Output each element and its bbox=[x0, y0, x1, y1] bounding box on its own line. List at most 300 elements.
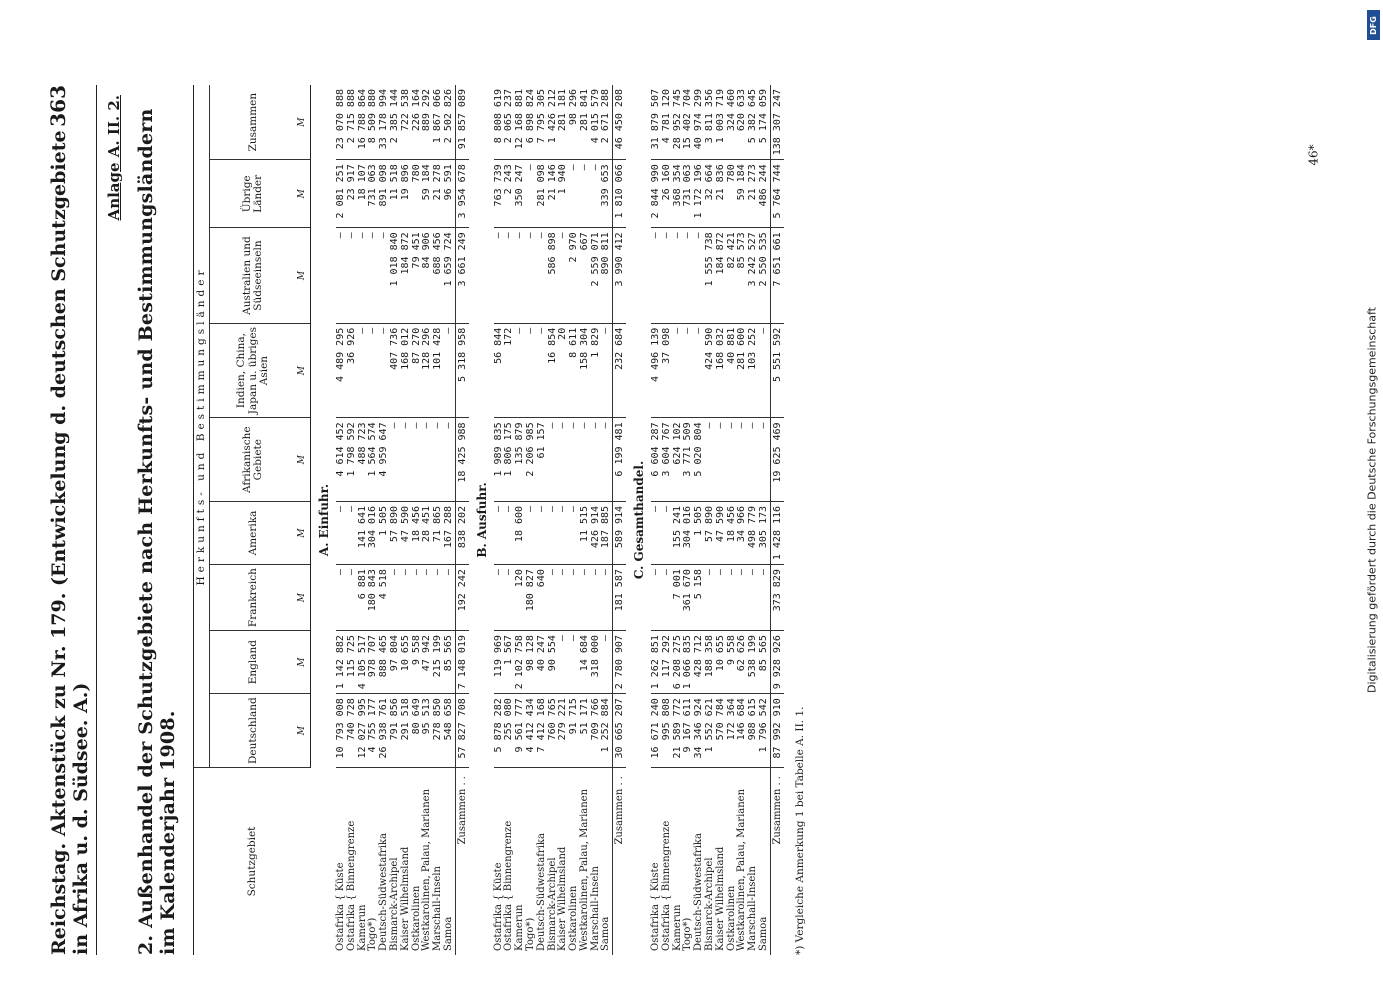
total-cell: 30 665 207 bbox=[613, 694, 626, 768]
table-cell: 570 784 bbox=[716, 694, 727, 768]
table-cell: — bbox=[727, 418, 738, 502]
table-cell: 731 063 bbox=[683, 160, 694, 228]
colony-name: Samoa bbox=[758, 916, 769, 951]
table-cell: — bbox=[444, 565, 455, 631]
running-head bbox=[46, 85, 97, 955]
table-cell: 119 969 bbox=[494, 631, 505, 694]
table-cell: 14 684 bbox=[580, 631, 591, 694]
table-cell: — bbox=[548, 501, 559, 564]
table-cell: 184 872 bbox=[401, 228, 412, 323]
table-cell: — bbox=[591, 418, 602, 502]
colony-name: Ostafrika { Binnengrenze bbox=[660, 820, 672, 951]
table-cell: — bbox=[558, 631, 569, 694]
table-cell: 279 221 bbox=[558, 694, 569, 768]
table-cell: — bbox=[504, 565, 515, 631]
table-cell: 709 766 bbox=[591, 694, 602, 768]
table-cell: 6 898 824 bbox=[526, 85, 537, 160]
table-cell: 172 364 bbox=[727, 694, 738, 768]
colony-name: Westkarolinen, Palau, Marianen bbox=[736, 788, 748, 951]
table-cell: 624 102 bbox=[673, 418, 684, 502]
rotated-page bbox=[40, 75, 1160, 965]
table-cell: — bbox=[504, 228, 515, 323]
table-cell: 95 513 bbox=[422, 694, 433, 768]
table-cell: — bbox=[737, 565, 748, 631]
table-cell: 5 158 bbox=[694, 565, 705, 631]
table-cell: — bbox=[515, 323, 526, 418]
table-cell: 763 739 bbox=[494, 160, 505, 228]
table-cell: 9 167 611 bbox=[683, 694, 694, 768]
table-cell: 4 496 139 bbox=[651, 323, 662, 418]
table-cell: 97 804 bbox=[390, 631, 401, 694]
column-header: Amerika bbox=[210, 501, 297, 564]
table-cell: 988 615 bbox=[748, 694, 759, 768]
table-cell: 135 879 bbox=[515, 418, 526, 502]
table-cell: 128 296 bbox=[422, 323, 433, 418]
table-cell: 1 066 835 bbox=[683, 631, 694, 694]
total-cell: 5 764 744 bbox=[770, 160, 783, 228]
table-cell: 21 836 bbox=[716, 160, 727, 228]
table-cell: 57 890 bbox=[390, 501, 401, 564]
table-cell: 47 590 bbox=[401, 501, 412, 564]
table-cell: 498 779 bbox=[748, 501, 759, 564]
table-cell: 115 725 bbox=[347, 631, 358, 694]
table-cell: 215 199 bbox=[433, 631, 444, 694]
table-cell: — bbox=[569, 565, 580, 631]
table-cell: 59 184 bbox=[737, 160, 748, 228]
table-cell: — bbox=[390, 418, 401, 502]
table-cell: 28 451 bbox=[422, 501, 433, 564]
colony-name: Samoa bbox=[442, 916, 454, 951]
table-cell: 3 242 527 bbox=[748, 228, 759, 323]
table-cell: — bbox=[526, 228, 537, 323]
colony-name: Deutsch-Südwestafrika bbox=[535, 833, 547, 951]
table-cell: 21 278 bbox=[433, 160, 444, 228]
table-cell: 3 771 509 bbox=[683, 418, 694, 502]
table-cell: 428 712 bbox=[694, 631, 705, 694]
table-cell: — bbox=[591, 565, 602, 631]
table-cell: 281 841 bbox=[580, 85, 591, 160]
table-cell: — bbox=[444, 323, 455, 418]
total-cell: 7 651 661 bbox=[770, 228, 783, 323]
table-cell: 18 600 bbox=[515, 501, 526, 564]
table-cell: — bbox=[651, 501, 662, 564]
table-cell: 1 003 719 bbox=[716, 85, 727, 160]
table-cell: — bbox=[748, 418, 759, 502]
table-cell: — bbox=[379, 228, 390, 323]
table-cell: 255 080 bbox=[504, 694, 515, 768]
table-cell: 324 460 bbox=[727, 85, 738, 160]
table-row bbox=[662, 85, 673, 955]
section-header-row bbox=[311, 85, 336, 955]
table-cell: 2 502 826 bbox=[444, 85, 455, 160]
table-cell: — bbox=[601, 631, 612, 694]
table-cell: 146 684 bbox=[737, 694, 748, 768]
table-cell: — bbox=[601, 323, 612, 418]
table-cell: 103 252 bbox=[748, 323, 759, 418]
total-cell: 232 684 bbox=[613, 323, 626, 418]
column-header: Indien, China, Japan u. übriges Asien bbox=[210, 323, 297, 418]
table-cell: 187 885 bbox=[601, 501, 612, 564]
table-cell: 85 565 bbox=[444, 631, 455, 694]
table-cell: — bbox=[537, 501, 548, 564]
section-label: B. Ausfuhr. bbox=[474, 482, 489, 558]
table-cell: 34 346 924 bbox=[694, 694, 705, 768]
table-cell: 26 938 761 bbox=[379, 694, 390, 768]
total-row bbox=[613, 85, 626, 955]
table-cell: 172 bbox=[504, 323, 515, 418]
total-label: Zusammen . . bbox=[770, 768, 783, 956]
table-cell: 1 867 066 bbox=[433, 85, 444, 160]
table-cell: 21 146 bbox=[548, 160, 559, 228]
table-cell: 4 781 120 bbox=[662, 85, 673, 160]
total-cell: 91 857 089 bbox=[455, 85, 468, 160]
table-cell: — bbox=[336, 565, 347, 631]
table-cell: 16 671 240 bbox=[651, 694, 662, 768]
table-cell: 291 518 bbox=[401, 694, 412, 768]
table-cell: 891 098 bbox=[379, 160, 390, 228]
table-cell: 26 160 bbox=[662, 160, 673, 228]
table-cell: 1 172 196 bbox=[694, 160, 705, 228]
unit-label: M bbox=[296, 85, 310, 160]
unit-label: M bbox=[296, 694, 310, 768]
colony-name: Kamerun bbox=[671, 904, 683, 951]
table-cell: — bbox=[494, 501, 505, 564]
table-cell: 1 262 851 bbox=[651, 631, 662, 694]
table-row bbox=[515, 85, 526, 955]
table-cell: 18 107 bbox=[358, 160, 369, 228]
colony-name: Marschall-Inseln bbox=[589, 866, 601, 951]
table-row bbox=[548, 85, 559, 955]
table-cell: — bbox=[558, 228, 569, 323]
colony-name: Marschall-Inseln bbox=[747, 866, 759, 951]
table-cell: — bbox=[347, 501, 358, 564]
table-cell: 33 178 994 bbox=[379, 85, 390, 160]
table-cell: 85 565 bbox=[759, 631, 770, 694]
table-cell: 9 558 bbox=[412, 631, 423, 694]
table-cell: 318 000 bbox=[591, 631, 602, 694]
countries-group-header: Herkunfts- und Bestimmungsländer bbox=[194, 85, 210, 768]
table-cell: 538 199 bbox=[748, 631, 759, 694]
colony-name: Ostafrika { Küste bbox=[492, 862, 504, 951]
table-cell: — bbox=[494, 565, 505, 631]
table-cell: — bbox=[347, 228, 358, 323]
table-cell: 791 856 bbox=[390, 694, 401, 768]
table-cell: — bbox=[601, 418, 612, 502]
colony-name: Ostkarolinen bbox=[568, 885, 580, 951]
table-cell: 7 001 bbox=[673, 565, 684, 631]
colony-name: Samoa bbox=[600, 916, 612, 951]
total-cell: 57 827 708 bbox=[455, 694, 468, 768]
table-cell: 180 843 bbox=[368, 565, 379, 631]
table-cell: 2 559 071 bbox=[591, 228, 602, 323]
total-cell: 3 954 678 bbox=[455, 160, 468, 228]
table-cell: — bbox=[580, 160, 591, 228]
total-cell: 87 992 910 bbox=[770, 694, 783, 768]
table-cell: 40 974 299 bbox=[694, 85, 705, 160]
table-cell: 486 244 bbox=[759, 160, 770, 228]
total-cell: 192 242 bbox=[455, 565, 468, 631]
table-row bbox=[444, 85, 455, 955]
table-cell: 21 589 772 bbox=[673, 694, 684, 768]
table-cell: 5 878 282 bbox=[494, 694, 505, 768]
table-cell: 5 174 059 bbox=[759, 85, 770, 160]
table-cell: 888 465 bbox=[379, 631, 390, 694]
table-cell: 2 206 985 bbox=[526, 418, 537, 502]
table-cell: 304 016 bbox=[368, 501, 379, 564]
table-cell: 31 879 507 bbox=[651, 85, 662, 160]
table-cell: 361 670 bbox=[683, 565, 694, 631]
table-cell: 91 715 bbox=[569, 694, 580, 768]
table-cell: 10 655 bbox=[401, 631, 412, 694]
column-header: Übrige Länder bbox=[210, 160, 297, 228]
table-cell: 23 917 bbox=[347, 160, 358, 228]
table-cell: 3 811 356 bbox=[705, 85, 716, 160]
table-cell: 84 906 bbox=[422, 228, 433, 323]
colony-name: Deutsch-Südwestafrika bbox=[378, 833, 390, 951]
table-cell: 180 827 bbox=[526, 565, 537, 631]
table-cell: 57 890 bbox=[705, 501, 716, 564]
section-header-row bbox=[469, 85, 494, 955]
table-cell: 731 063 bbox=[368, 160, 379, 228]
table-cell: 2 385 144 bbox=[390, 85, 401, 160]
table-cell: 120 bbox=[515, 565, 526, 631]
table-cell: 2 065 237 bbox=[504, 85, 515, 160]
colony-name: Kaiser Wilhelmsland bbox=[399, 846, 411, 951]
table-cell: 281 600 bbox=[737, 323, 748, 418]
table-cell: 1 567 bbox=[504, 631, 515, 694]
table-cell: 6 604 287 bbox=[651, 418, 662, 502]
table-cell: — bbox=[515, 228, 526, 323]
table-cell: 722 538 bbox=[401, 85, 412, 160]
table-cell: — bbox=[347, 565, 358, 631]
table-cell: 158 304 bbox=[580, 323, 591, 418]
table-cell: 1 426 212 bbox=[548, 85, 559, 160]
footnote: *) Vergleiche Anmerkung 1 bei Tabelle A. II. 1. bbox=[793, 706, 806, 955]
table-cell: — bbox=[759, 418, 770, 502]
table-cell: — bbox=[662, 228, 673, 323]
table-cell: — bbox=[336, 228, 347, 323]
table-cell: — bbox=[569, 501, 580, 564]
table-cell: 168 032 bbox=[716, 323, 727, 418]
table-cell: 1 806 175 bbox=[504, 418, 515, 502]
table-cell: 36 926 bbox=[347, 323, 358, 418]
table-cell: — bbox=[526, 501, 537, 564]
table-cell: — bbox=[673, 323, 684, 418]
table-cell: 889 292 bbox=[422, 85, 433, 160]
table-cell: 7 412 168 bbox=[537, 694, 548, 768]
table-cell: — bbox=[727, 565, 738, 631]
table-cell: 12 027 995 bbox=[358, 694, 369, 768]
colony-name: Westkarolinen, Palau, Marianen bbox=[578, 788, 590, 951]
table-cell: — bbox=[694, 228, 705, 323]
colony-name: Ostafrika { Binnengrenze bbox=[345, 820, 357, 951]
table-cell: — bbox=[694, 323, 705, 418]
table-cell: 117 292 bbox=[662, 631, 673, 694]
table-cell: 2 970 bbox=[569, 228, 580, 323]
table-cell: — bbox=[759, 323, 770, 418]
table-cell: 184 872 bbox=[716, 228, 727, 323]
total-cell: 2 780 907 bbox=[613, 631, 626, 694]
section-header-row bbox=[626, 85, 651, 955]
table-cell: — bbox=[716, 565, 727, 631]
table-cell: — bbox=[504, 501, 515, 564]
table-cell: — bbox=[591, 160, 602, 228]
table-cell: 51 171 bbox=[580, 694, 591, 768]
table-cell: 1 659 724 bbox=[444, 228, 455, 323]
table-cell: 667 bbox=[580, 228, 591, 323]
table-cell: 188 358 bbox=[705, 631, 716, 694]
table-cell: — bbox=[422, 418, 433, 502]
table-cell: 1 252 884 bbox=[601, 694, 612, 768]
table-cell: 155 241 bbox=[673, 501, 684, 564]
table-cell: 9 561 777 bbox=[515, 694, 526, 768]
table-cell: — bbox=[379, 323, 390, 418]
annex-label: Anlage A. II. 2. bbox=[105, 95, 123, 221]
total-cell: 7 148 019 bbox=[455, 631, 468, 694]
table-cell: 47 942 bbox=[422, 631, 433, 694]
table-cell: 80 649 bbox=[412, 694, 423, 768]
table-cell: 2 243 bbox=[504, 160, 515, 228]
table-cell: 995 808 bbox=[662, 694, 673, 768]
table-cell: — bbox=[558, 418, 569, 502]
total-cell: 5 318 958 bbox=[455, 323, 468, 418]
colony-name: Kamerun bbox=[356, 904, 368, 951]
table-cell: — bbox=[433, 418, 444, 502]
table-cell: 56 844 bbox=[494, 323, 505, 418]
table-cell: 2 102 758 bbox=[515, 631, 526, 694]
table-title: 2. Außenhandel der Schutzgebiete nach Herkunfts- und Bestimmungsländern im Kalenderjahr 1908. bbox=[135, 108, 179, 955]
table-cell: 59 184 bbox=[422, 160, 433, 228]
total-row bbox=[770, 85, 783, 955]
table-row bbox=[526, 85, 537, 955]
table-cell: 1 564 574 bbox=[368, 418, 379, 502]
table-cell: 1 798 592 bbox=[347, 418, 358, 502]
table-cell: 141 641 bbox=[358, 501, 369, 564]
table-cell: 640 bbox=[537, 565, 548, 631]
table-cell: 1 505 bbox=[379, 501, 390, 564]
digitization-note: Digitalisierung gefördert durch die Deutsche Forschungsgemeinschaft bbox=[1365, 307, 1379, 693]
table-cell: 8 509 880 bbox=[368, 85, 379, 160]
table-cell: 688 456 bbox=[433, 228, 444, 323]
table-cell: — bbox=[526, 323, 537, 418]
column-header: England bbox=[210, 631, 297, 694]
section-label: C. Gesamthandel. bbox=[632, 460, 647, 580]
column-header: Zusammen bbox=[210, 85, 297, 160]
table-cell: 11 515 bbox=[580, 501, 591, 564]
table-cell: 780 bbox=[412, 160, 423, 228]
table-cell: 96 591 bbox=[444, 160, 455, 228]
total-cell: 3 990 412 bbox=[613, 228, 626, 323]
table-cell: 11 518 bbox=[390, 160, 401, 228]
table-cell: 4 614 452 bbox=[336, 418, 347, 502]
table-cell: 40 247 bbox=[537, 631, 548, 694]
unit-label: M bbox=[296, 228, 310, 323]
table-cell: — bbox=[336, 501, 347, 564]
table-cell: — bbox=[748, 565, 759, 631]
table-cell: 82 421 bbox=[727, 228, 738, 323]
page-number: 363 bbox=[46, 85, 70, 127]
table-row bbox=[601, 85, 612, 955]
table-cell: — bbox=[705, 565, 716, 631]
table-cell: — bbox=[358, 323, 369, 418]
table-cell: — bbox=[558, 501, 569, 564]
table-cell: 9 558 bbox=[727, 631, 738, 694]
table-row bbox=[537, 85, 548, 955]
table-cell: 168 012 bbox=[401, 323, 412, 418]
table-cell: 62 626 bbox=[737, 631, 748, 694]
colony-name: Kaiser Wilhelmsland bbox=[714, 846, 726, 951]
column-header: Afrikanische Gebiete bbox=[210, 418, 297, 502]
colony-name: Ostkarolinen bbox=[725, 885, 737, 951]
table-cell: 4 489 295 bbox=[336, 323, 347, 418]
table-cell: 167 288 bbox=[444, 501, 455, 564]
table-cell: 47 590 bbox=[716, 501, 727, 564]
total-cell: 19 625 469 bbox=[770, 418, 783, 502]
table-cell: 4 105 517 bbox=[358, 631, 369, 694]
table-cell: — bbox=[368, 323, 379, 418]
table-row bbox=[716, 85, 727, 955]
table-cell: — bbox=[737, 418, 748, 502]
colony-name: Bismarck-Archipel bbox=[388, 857, 400, 951]
column-header: Australien und Südseeinseln bbox=[210, 228, 297, 323]
table-cell: 61 157 bbox=[537, 418, 548, 502]
table-cell: 305 173 bbox=[759, 501, 770, 564]
table-cell: 368 354 bbox=[673, 160, 684, 228]
table-cell: — bbox=[548, 418, 559, 502]
table-cell: 10 793 008 bbox=[336, 694, 347, 768]
unit-label: M bbox=[296, 501, 310, 564]
table-cell: 21 273 bbox=[748, 160, 759, 228]
table-cell: 16 788 864 bbox=[358, 85, 369, 160]
total-cell: 838 202 bbox=[455, 501, 468, 564]
table-cell: — bbox=[401, 565, 412, 631]
table-cell: 890 811 bbox=[601, 228, 612, 323]
table-cell: — bbox=[651, 228, 662, 323]
table-cell: — bbox=[537, 323, 548, 418]
total-label: Zusammen . . bbox=[455, 768, 468, 956]
table-cell: 978 707 bbox=[368, 631, 379, 694]
table-cell: — bbox=[433, 565, 444, 631]
table-cell: 780 bbox=[727, 160, 738, 228]
colony-name: Ostkarolinen bbox=[410, 885, 422, 951]
table-cell: — bbox=[662, 501, 673, 564]
colony-name: Kamerun bbox=[514, 904, 526, 951]
table-cell: — bbox=[558, 565, 569, 631]
table-cell: 28 952 745 bbox=[673, 85, 684, 160]
colony-name: Bismarck-Archipel bbox=[704, 857, 716, 951]
sheet-signature: 46* bbox=[1306, 144, 1321, 166]
table-cell: — bbox=[444, 418, 455, 502]
table-cell: 4 959 647 bbox=[379, 418, 390, 502]
total-cell: 6 199 481 bbox=[613, 418, 626, 502]
total-cell: 1 810 066 bbox=[613, 160, 626, 228]
table-cell: 2 844 990 bbox=[651, 160, 662, 228]
colony-name: Kaiser Wilhelmsland bbox=[557, 846, 569, 951]
table-cell: — bbox=[358, 228, 369, 323]
total-cell: 373 829 bbox=[770, 565, 783, 631]
table-cell: 281 181 bbox=[558, 85, 569, 160]
table-cell: — bbox=[662, 565, 673, 631]
table-cell: — bbox=[412, 565, 423, 631]
column-header: Frankreich bbox=[210, 565, 297, 631]
table-cell: — bbox=[401, 418, 412, 502]
table-cell: — bbox=[580, 565, 591, 631]
table-cell: — bbox=[651, 565, 662, 631]
total-cell: 3 661 249 bbox=[455, 228, 468, 323]
total-cell: 9 928 926 bbox=[770, 631, 783, 694]
table-cell: 339 653 bbox=[601, 160, 612, 228]
dfg-logo-text: DFG bbox=[1369, 15, 1379, 35]
